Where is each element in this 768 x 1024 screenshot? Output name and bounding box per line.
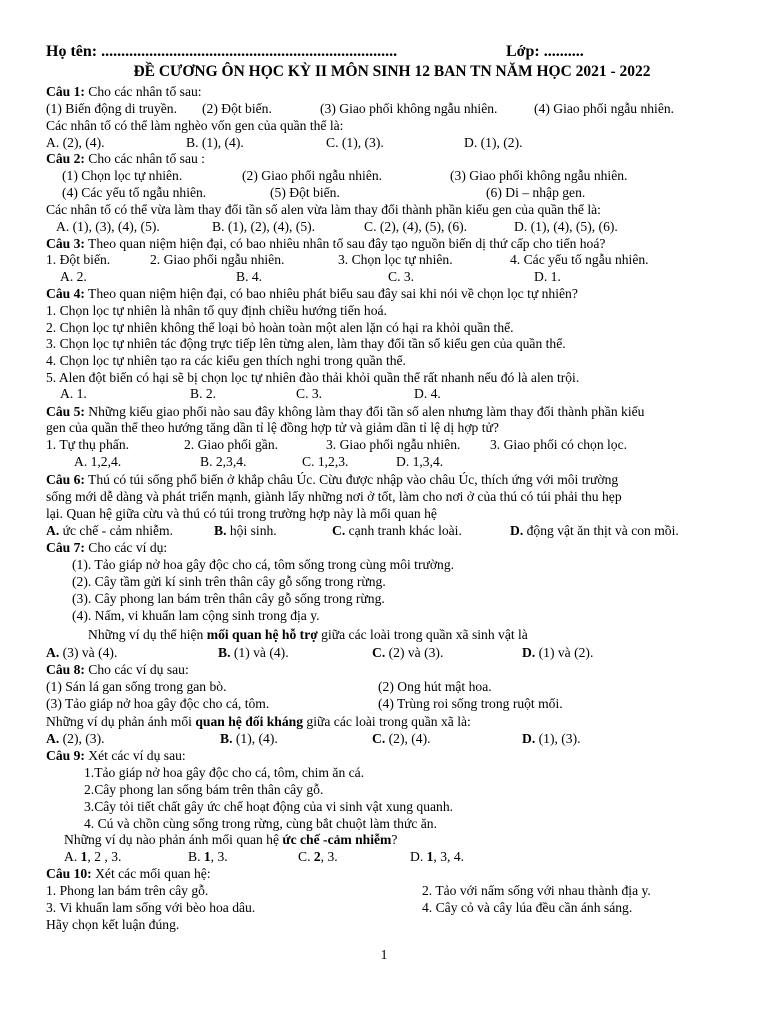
q4-label: Câu 4: <box>46 286 85 301</box>
option-a: A. (2), (4). <box>46 135 105 150</box>
q10-label: Câu 10: <box>46 866 92 881</box>
page-title: ĐỀ CƯƠNG ÔN HỌC KỲ II MÔN SINH 12 BAN TN NĂM HỌC 2021 - 2022 <box>133 63 651 80</box>
option-c: C. (2), (4), (5), (6). <box>364 219 468 234</box>
option-b: B. (1), (2), (4), (5). <box>212 219 316 234</box>
list-item: (1). Tảo giáp nở hoa gây độc cho cá, tôm sống trong cùng môi trường. <box>72 557 455 572</box>
option-a: A. (3) và (4). <box>46 645 118 660</box>
class-field: Lớp: .......... <box>506 43 584 60</box>
list-item: 5. Alen đột biến có hại sẽ bị chọn lọc tự nhiên đào thải khỏi quần thể rất nhanh nếu đó là alen trội. <box>46 370 580 385</box>
option-a: A. 1,2,4. <box>74 454 122 469</box>
list-item: 3.Cây tỏi tiết chất gây ức chế hoạt động của vi sinh vật xung quanh. <box>84 799 454 814</box>
list-item: 3. Chọn lọc tự nhiên. <box>338 252 453 267</box>
list-item: 3. Giao phối ngẫu nhiên. <box>326 437 461 452</box>
list-item: 2. Chọn lọc tự nhiên không thể loại bỏ hoàn toàn một alen lặn có hại ra khỏi quần thể. <box>46 320 514 335</box>
option-a: A. (1), (3), (4), (5). <box>56 219 160 234</box>
option-d: D. (1), (4), (5), (6). <box>514 219 618 234</box>
option-d: D. (1), (3). <box>522 731 581 746</box>
list-item: 1.Tảo giáp nở hoa gây độc cho cá, tôm, chim ăn cá. <box>84 765 365 780</box>
list-item: (3) Giao phối không ngẫu nhiên. <box>320 101 498 116</box>
list-item: (3) Tảo giáp nở hoa gây độc cho cá, tôm. <box>46 696 270 711</box>
q6-stem3: lại. Quan hệ giữa cừu và thú có túi trong trường hợp này là mối quan hệ <box>46 506 437 521</box>
list-item: 1. Chọn lọc tự nhiên là nhân tố quy định chiều hướng tiến hoá. <box>46 303 387 318</box>
q1-label: Câu 1: <box>46 84 85 99</box>
list-item: (4) Các yếu tố ngẫu nhiên. <box>62 185 207 200</box>
q6-label: Câu 6: <box>46 472 85 487</box>
list-item: 4. Các yếu tố ngẫu nhiên. <box>510 252 649 267</box>
option-d: D. động vật ăn thịt và con mồi. <box>510 523 679 538</box>
list-item: 2.Cây phong lan sống bám trên thân cây gỗ. <box>84 782 324 797</box>
list-item: (4) Trùng roi sống trong ruột mối. <box>378 696 563 711</box>
option-d: D. 1,3,4. <box>396 454 444 469</box>
q2-label: Câu 2: <box>46 151 85 166</box>
option-c: C. (2), (4). <box>372 731 431 746</box>
option-a: A. 2. <box>60 269 87 284</box>
list-item: 2. Tảo với nấm sống với nhau thành địa y. <box>422 883 651 898</box>
option-b: B. 4. <box>236 269 263 284</box>
option-a: A. ức chế - cảm nhiễm. <box>46 523 174 538</box>
option-d: D. 1. <box>534 269 561 284</box>
option-a: A. 1, 2 , 3. <box>64 849 122 864</box>
name-field: Họ tên: .......................................................................... <box>46 43 398 60</box>
option-a: A. (2), (3). <box>46 731 105 746</box>
option-b: B. (1) và (4). <box>218 645 289 660</box>
q10-prompt: Hãy chọn kết luận đúng. <box>46 917 180 932</box>
list-item: (2) Ong hút mật hoa. <box>378 679 492 694</box>
option-b: B. hội sinh. <box>214 523 277 538</box>
option-b: B. 1, 3. <box>188 849 228 864</box>
exam-page: Họ tên: .......................................................................... Lớp: .......... ĐỀ CƯƠNG ÔN HỌC KỲ II MÔN SINH 12 BAN TN NĂM HỌC 2021 - 2022 Câu 1: Cho các nhân tố sau: (1) Biến động di truyền. (2) Đột biến. (3) Giao phối không ngẫu nhiên. (4) Giao phối ngẫu nhiên. Các nhân tố có thể làm nghèo vốn gen của quần thể là: A. (2), (4). B. (1), (4). C. (1), (3). D. (1), (2). Câu 2: Cho các nhân tố sau : (1) Chọn lọc tự nhiên. (2) Giao phối ngẫu nhiên. (3) Giao phối không ngẫu nhiên. (4) Các yếu tố ngẫu nhiên. (5) Đột biến. (6) Di – nhập gen. Các nhân tố có thể vừa làm thay đổi tần số alen vừa làm thay đổi thành phần kiểu gen của quần thể là: A. (1), (3), (4), (5). B. (1), (2), (4), (5). C. (2), (4), (5), (6). D. (1), (4), (5), (6). Câu 3: Theo quan niệm hiện đại, có bao nhiêu nhân tố sau đây tạo nguồn biến dị thứ cấp cho tiến hoá? 1. Đột biến. 2. Giao phối ngẫu nhiên. 3. Chọn lọc tự nhiên. 4. Các yếu tố ngẫu nhiên. A. 2. B. 4. C. 3. D. 1. Câu 4: Theo quan niệm hiện đại, có bao nhiêu phát biểu sau đây sai khi nói về chọn lọc tự nhiên? 1. Chọn lọc tự nhiên là nhân tố quy định chiều hướng tiến hoá. 2. Chọn lọc tự nhiên không thể loại bỏ hoàn toàn một alen lặn có hại ra khỏi quần thể. 3. Chọn lọc tự nhiên tác động trực tiếp lên từng alen, làm thay đổi tần số kiểu gen của quần thể. 4. Chọn lọc tự nhiên tạo ra các kiểu gen thích nghi trong quần thể. 5. Alen đột biến có hại sẽ bị chọn lọc tự nhiên đào thải khỏi quần thể rất nhanh nếu đó là alen trội. A. 1. B. 2. C. 3. D. 4. Câu 5: Những kiểu giao phối nào sau đây không làm thay đổi tần số alen nhưng làm thay đổi thành phần kiểu gen của quần thể theo hướng tăng dần tỉ lệ đồng hợp tử và giảm dần tỉ lệ dị hợp tử? 1. Tự thụ phấn. 2. Giao phối gần. 3. Giao phối ngẫu nhiên. 3. Giao phối có chọn lọc. A. 1,2,4. B. 2,3,4. C. 1,2,3. D. 1,3,4. Câu 6: Thú có túi sống phổ biến ở khắp châu Úc. Cừu được nhập vào châu Úc, thích ứng với môi trường sống mới dễ dàng và phát triển mạnh, giành lấy những nơi ở tốt, làm cho nơi ở của thú có túi phải thu hẹp lại. Quan hệ giữa cừu và thú có túi trong trường hợp này là mối quan hệ A. ức chế - cảm nhiễm. B. hội sinh. C. cạnh tranh khác loài. D. động vật ăn thịt và con mồi. Câu 7: Cho các ví dụ: (1). Tảo giáp nở hoa gây độc cho cá, tôm sống trong cùng môi trường. (2). Cây tầm gửi kí sinh trên thân cây gỗ sống trong rừng. (3). Cây phong lan bám trên thân cây gỗ sống trong rừng. (4). Nấm, vi khuẩn lam cộng sinh trong địa y. Những ví dụ thể hiện mối quan hệ hỗ trợ giữa các loài trong quần xã sinh vật là A. (3) và (4). B. (1) và (4). C. (2) và (3). D. (1) và (2). Câu 8: Cho các ví dụ sau: (1) Sán lá gan sống trong gan bò. (2) Ong hút mật hoa. (3) Tảo giáp nở hoa gây độc cho cá, tôm. (4) Trùng roi sống trong ruột mối. Những ví dụ phản ánh mối quan hệ đối kháng giữa các loài trong quần xã là: A. (2), (3). B. (1), (4). C. (2), (4). D. (1), (3). Câu 9: Xét các ví dụ sau: 1.Tảo giáp nở hoa gây độc cho cá, tôm, chim ăn cá. 2.Cây phong lan sống bám trên thân cây gỗ. 3.Cây tỏi tiết chất gây ức chế hoạt động của vi sinh vật xung quanh. 4. Cú và chồn cùng sống trong rừng, cùng bắt chuột làm thức ăn. Những ví dụ nào phản ánh mối quan hệ ức chế -cảm nhiễm? A. 1, 2 , 3. B. 1, 3. C. 2, 3. D. 1, 3, 4. Câu 10: Xét các mối quan hệ: 1. Phong lan bám trên cây gỗ. 2. Tảo với nấm sống với nhau thành địa y. 3. Vi khuẩn lam sống với bèo hoa dâu. 4. Cây cỏ và cây lúa đều cần ánh sáng. Hãy chọn kết luận đúng. 1 <box>0 0 768 1024</box>
option-b: B. (1), (4). <box>186 135 244 150</box>
q3-label: Câu 3: <box>46 236 85 251</box>
option-d: D. 4. <box>414 386 441 401</box>
q5-label: Câu 5: <box>46 404 85 419</box>
list-item: 2. Giao phối gần. <box>184 437 279 452</box>
option-c: C. (1), (3). <box>326 135 384 150</box>
list-item: (3). Cây phong lan bám trên thân cây gỗ sống trong rừng. <box>72 591 385 606</box>
option-c: C. 2, 3. <box>298 849 338 864</box>
q5-stem2: gen của quần thể theo hướng tăng dần tỉ lệ đồng hợp tử và giảm dần tỉ lệ dị hợp tử? <box>46 420 499 435</box>
list-item: (5) Đột biến. <box>270 185 340 200</box>
list-item: (3) Giao phối không ngẫu nhiên. <box>450 168 628 183</box>
list-item: 3. Vi khuẩn lam sống với bèo hoa dâu. <box>46 900 256 915</box>
page-number: 1 <box>380 947 388 962</box>
list-item: (4). Nấm, vi khuẩn lam cộng sinh trong địa y. <box>72 608 320 623</box>
option-b: B. 2. <box>190 386 217 401</box>
list-item: 1. Phong lan bám trên cây gỗ. <box>46 883 209 898</box>
list-item: (1) Chọn lọc tự nhiên. <box>62 168 183 183</box>
list-item: 4. Cây cỏ và cây lúa đều cần ánh sáng. <box>422 900 633 915</box>
option-c: C. (2) và (3). <box>372 645 444 660</box>
option-d: D. (1), (2). <box>464 135 523 150</box>
list-item: 4. Cú và chồn cùng sống trong rừng, cùng bắt chuột làm thức ăn. <box>84 816 437 831</box>
list-item: 2. Giao phối ngẫu nhiên. <box>150 252 285 267</box>
option-b: B. 2,3,4. <box>200 454 247 469</box>
list-item: 1. Tự thụ phấn. <box>46 437 130 452</box>
option-c: C. cạnh tranh khác loài. <box>332 523 462 538</box>
option-c: C. 1,2,3. <box>302 454 349 469</box>
option-d: D. (1) và (2). <box>522 645 594 660</box>
list-item: 3. Chọn lọc tự nhiên tác động trực tiếp lên từng alen, làm thay đổi tần số kiểu gen của quần thể. <box>46 336 566 351</box>
list-item: (2) Giao phối ngẫu nhiên. <box>242 168 383 183</box>
q7-label: Câu 7: <box>46 540 85 555</box>
q1-prompt: Các nhân tố có thể làm nghèo vốn gen của quần thể là: <box>46 118 344 133</box>
list-item: (1) Biến động di truyền. <box>46 101 178 116</box>
list-item: (4) Giao phối ngẫu nhiên. <box>534 101 675 116</box>
q8-label: Câu 8: <box>46 662 85 677</box>
option-c: C. 3. <box>296 386 323 401</box>
list-item: 3. Giao phối có chọn lọc. <box>490 437 628 452</box>
list-item: 1. Đột biến. <box>46 252 111 267</box>
list-item: (2). Cây tầm gửi kí sinh trên thân cây gỗ sống trong rừng. <box>72 574 386 589</box>
option-d: D. 1, 3, 4. <box>410 849 465 864</box>
q9-label: Câu 9: <box>46 748 85 763</box>
list-item: (1) Sán lá gan sống trong gan bò. <box>46 679 227 694</box>
option-c: C. 3. <box>388 269 415 284</box>
list-item: (2) Đột biến. <box>202 101 272 116</box>
list-item: (6) Di – nhập gen. <box>486 185 586 200</box>
q2-prompt: Các nhân tố có thể vừa làm thay đổi tần số alen vừa làm thay đổi thành phần kiểu gen của quần thể là: <box>46 202 601 217</box>
option-b: B. (1), (4). <box>220 731 278 746</box>
option-a: A. 1. <box>60 386 87 401</box>
list-item: 4. Chọn lọc tự nhiên tạo ra các kiểu gen thích nghi trong quần thể. <box>46 353 406 368</box>
q6-stem2: sống mới dễ dàng và phát triển mạnh, giành lấy những nơi ở tốt, làm cho nơi ở của thú có túi phải thu hẹp <box>46 489 622 504</box>
